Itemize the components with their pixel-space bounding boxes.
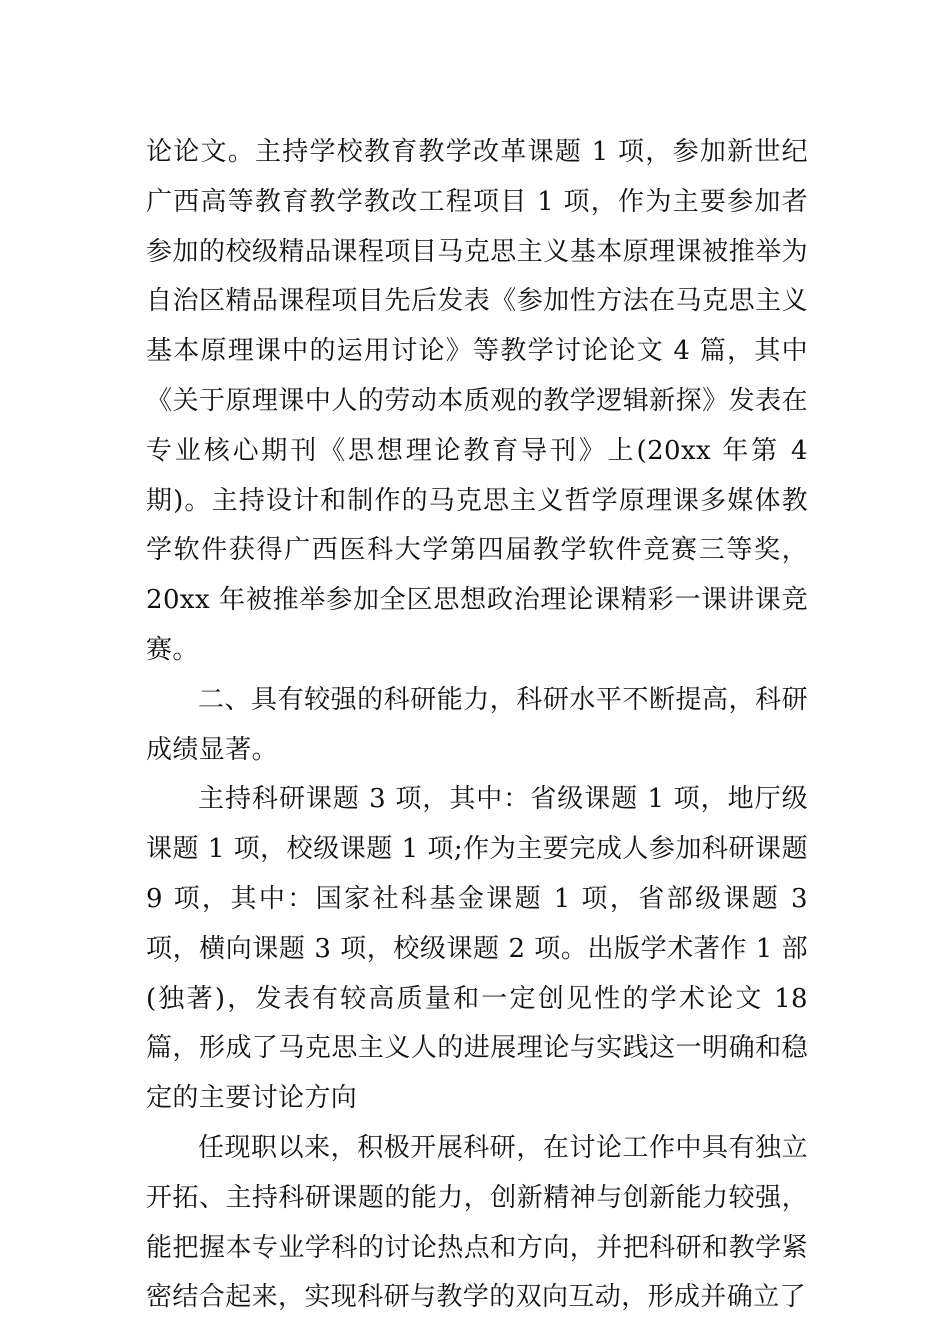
paragraph-research-heading: 二、具有较强的科研能力，科研水平不断提高，科研成绩显著。: [146, 684, 808, 765]
paragraph-teaching-reform: 论论文。主持学校教育教学改革课题 1 项，参加新世纪广西高等教育教学教改工程项目 1 项，作为主要参加者参加的校级精品课程项目马克思主义基本原理课被推举为自治区精品课程项目先后发表《参加性方法在马克思主义基本原理课中的运用讨论》等教学讨论论文 4 篇，其中《关于原理课中人的劳动本质观的教学逻辑新探》发表在专业核心期刊《思想理论教育导刊》上(20xx 年第 4 期)。主持设计和制作的马克思主义哲学原理课多媒体教学软件获得广西医科大学第四届教学软件竞赛三等奖，20xx 年被推举参加全区思想政治理论课精彩一课讲课竞赛。: [146, 137, 808, 665]
paragraph-research-ability: 任现职以来，积极开展科研，在讨论工作中具有独立开拓、主持科研课题的能力，创新精神与创新能力较强，能把握本专业学科的讨论热点和方向，并把科研和教学紧密结合起来，实现科研与教学的双向互动，形成并确立了: [146, 1132, 808, 1313]
document-page: [146, 128, 808, 1323]
paragraph-research-projects: 主持科研课题 3 项，其中：省级课题 1 项，地厅级课题 1 项，校级课题 1 项;作为主要完成人参加科研课题 9 项，其中：国家社科基金课题 1 项，省部级课题 3 项，横向课题 3 项，校级课题 2 项。出版学术著作 1 部(独著)，发表有较高质量和一定创见性的学术论文 18 篇，形成了马克思主义人的进展理论与实践这一明确和稳定的主要讨论方向: [146, 784, 808, 1114]
